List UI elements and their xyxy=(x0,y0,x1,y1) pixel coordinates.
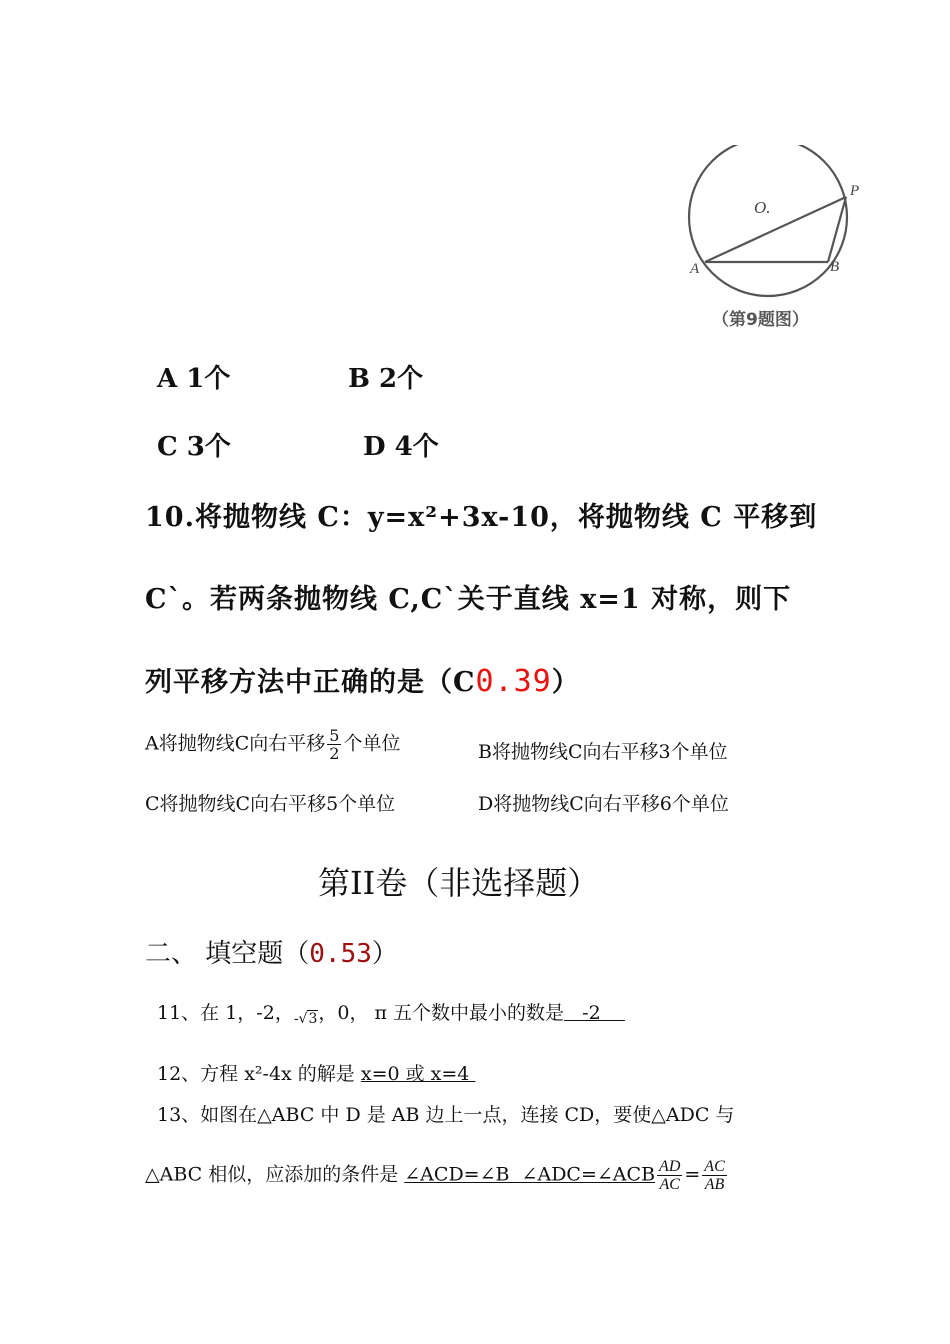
label-p: P xyxy=(850,183,860,199)
fraction-5-2 xyxy=(327,727,341,762)
q11 xyxy=(157,998,625,1027)
q10-choice-b: B将抛物线C向右平移3个单位 xyxy=(478,741,728,763)
q10-line-3-text: 列平移方法中正确的是（C xyxy=(145,667,476,698)
fill-blank-score: 0.53 xyxy=(309,939,372,969)
q10-choice-a-unit: 个单位 xyxy=(343,732,401,755)
q10-choice-a xyxy=(145,727,400,762)
q10-line-3 xyxy=(145,660,580,699)
q12-answer: x=0 或 x=4 xyxy=(360,1063,476,1085)
q12-text: 12、方程 x²-4x 的解是 xyxy=(157,1063,361,1085)
q10-choice-d: D将抛物线C向右平移6个单位 xyxy=(478,793,729,815)
fraction-denominator: AB xyxy=(704,1176,725,1193)
fill-blank-heading-close: ） xyxy=(371,939,398,969)
fraction-numerator: AD xyxy=(659,1158,681,1175)
q10-line-1: 10.将抛物线 C：y=x²+3x-10，将抛物线 C 平移到 xyxy=(145,502,818,533)
q13-line-1: 13、如图在△ABC 中 D 是 AB 边上一点，连接 CD，要使△ADC 与 xyxy=(157,1104,735,1126)
figure-caption: （第9题图） xyxy=(712,310,809,330)
q9-option-a: A 1个 xyxy=(157,364,231,394)
sqrt-sign: -√ xyxy=(293,1011,308,1027)
section-2-subtitle xyxy=(145,933,398,970)
circle-diagram xyxy=(672,145,872,345)
segment-ap xyxy=(705,197,846,262)
q10-choice-c: C将抛物线C向右平移5个单位 xyxy=(145,793,396,815)
q11-answer: -2 xyxy=(564,1002,625,1024)
fraction-numerator: 5 xyxy=(329,726,340,745)
question-9-figure xyxy=(672,145,872,345)
section-2-title: 第II卷（非选择题） xyxy=(318,864,600,902)
fraction-ac-ab xyxy=(702,1158,726,1193)
q13-answer: ∠ACD=∠B ∠ADC=∠ACB xyxy=(404,1163,656,1186)
q10-score: 0.39 xyxy=(475,664,552,699)
segment-bp xyxy=(828,197,846,262)
q13-text: △ABC 相似，应添加的条件是 xyxy=(145,1163,405,1186)
q12 xyxy=(157,1059,475,1086)
q10-line-3-close: ） xyxy=(551,667,580,698)
fraction-denominator: 2 xyxy=(329,744,340,763)
q13-line-2 xyxy=(145,1158,729,1193)
label-o: O. xyxy=(754,198,771,217)
label-a: A xyxy=(690,261,700,277)
sqrt-expression xyxy=(294,1011,319,1027)
q10-line-2: C`。若两条抛物线 C,C`关于直线 x=1 对称，则下 xyxy=(145,584,792,615)
q9-option-c: C 3个 xyxy=(157,432,231,462)
sqrt-radicand: 3 xyxy=(308,1011,318,1027)
fraction-numerator: AC xyxy=(704,1158,725,1175)
q9-option-b: B 2个 xyxy=(348,364,424,394)
equals-sign: = xyxy=(684,1163,701,1186)
fraction-denominator: AC xyxy=(659,1176,680,1193)
fraction-ad-ac xyxy=(657,1158,682,1193)
q9-option-d: D 4个 xyxy=(363,432,439,462)
q11-text: 11、在 1，-2， xyxy=(157,1002,294,1024)
fill-blank-heading: 二、 填空题（ xyxy=(145,939,310,969)
q11-text-middle: ，0， π 五个数中最小的数是 xyxy=(318,1002,565,1024)
label-b: B xyxy=(830,259,840,275)
q10-choice-a-text: A将抛物线C向右平移 xyxy=(145,732,326,755)
circle-o xyxy=(689,145,847,296)
